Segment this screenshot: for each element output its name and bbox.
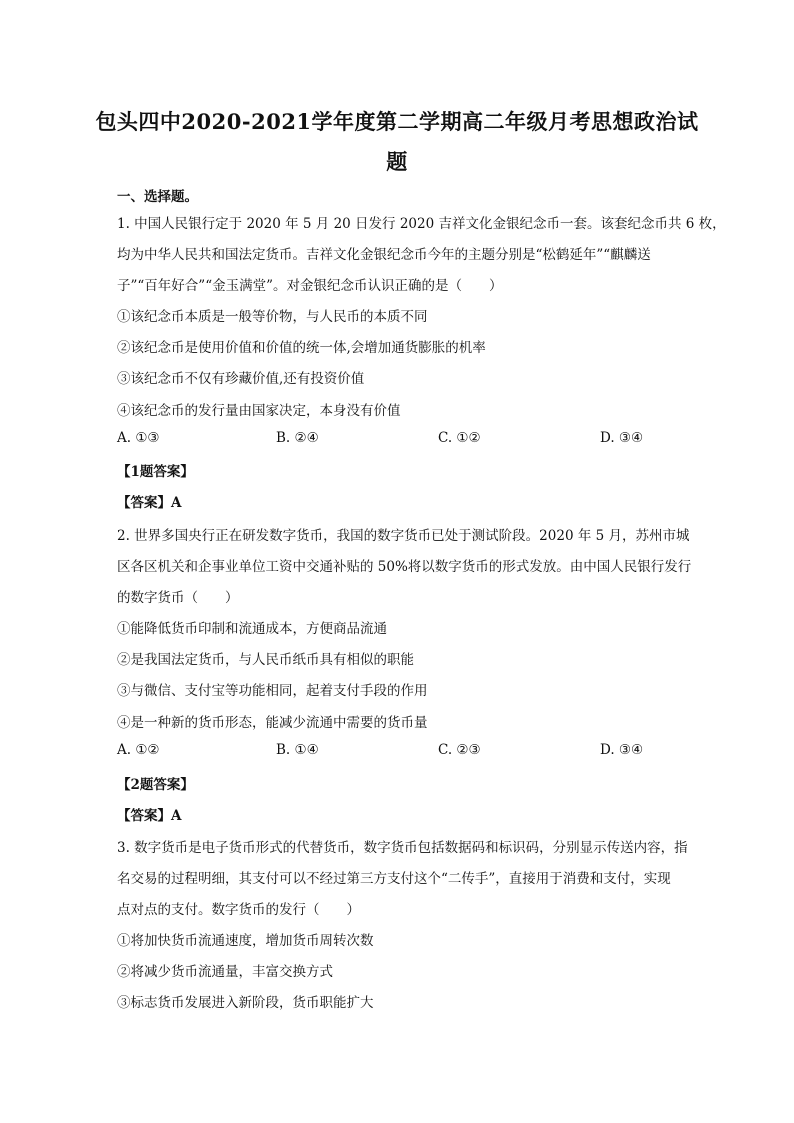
q1-stem-line-3: 子”“百年好合”“金玉满堂”。对金银纪念币认识正确的是（ ） [117, 278, 503, 294]
q2-item-2: ②是我国法定货币，与人民币纸币具有相似的职能 [117, 652, 414, 668]
q1-option-a: A. ①③ [117, 430, 160, 446]
q1-answer-header: 【1题答案】 [117, 464, 194, 480]
q1-item-4: ④该纪念币的发行量由国家决定，本身没有价值 [117, 403, 401, 419]
q2-option-c: C. ②③ [438, 742, 481, 758]
q2-item-3: ③与微信、支付宝等功能相同，起着支付手段的作用 [117, 683, 428, 699]
q1-option-c: C. ①② [438, 430, 481, 446]
q2-stem-line-3: 的数字货币（ ） [117, 590, 239, 606]
q3-item-3: ③标志货币发展进入新阶段，货币职能扩大 [117, 995, 374, 1011]
q2-option-b: B. ①④ [276, 742, 319, 758]
q1-stem-line-2: 均为中华人民共和国法定货币。吉祥文化金银纪念币今年的主题分别是“松鹤延年”“麒麟送 [117, 247, 651, 263]
q3-stem-line-3: 点对点的支付。数字货币的发行（ ） [117, 902, 360, 918]
q2-stem-line-1: 2. 世界多国央行正在研发数字货币，我国的数字货币已处于测试阶段。2020 年 5 月，苏州市城 [117, 528, 690, 544]
q1-option-b: B. ②④ [276, 430, 319, 446]
q3-item-2: ②将减少货币流通量，丰富交换方式 [117, 964, 333, 980]
q3-stem-line-1: 3. 数字货币是电子货币形式的代替货币，数字货币包括数据码和标识码，分别显示传送内容，指 [117, 840, 688, 856]
q3-item-1: ①将加快货币流通速度，增加货币周转次数 [117, 933, 374, 949]
section-heading: 一、选择题。 [117, 189, 198, 205]
q2-item-4: ④是一种新的货币形态，能减少流通中需要的货币量 [117, 715, 428, 731]
q2-option-a: A. ①② [117, 742, 160, 758]
q1-item-3: ③该纪念币不仅有珍藏价值,还有投资价值 [117, 371, 365, 387]
q2-answer: 【答案】A [117, 808, 182, 824]
q1-option-d: D. ③④ [600, 430, 644, 446]
q2-item-1: ①能降低货币印制和流通成本，方便商品流通 [117, 621, 387, 637]
q2-answer-header: 【2题答案】 [117, 777, 194, 793]
q2-option-d: D. ③④ [600, 742, 644, 758]
q1-answer: 【答案】A [117, 495, 182, 511]
q1-stem-line-1: 1. 中国人民银行定于 2020 年 5 月 20 日发行 2020 吉祥文化金银纪念币一套。该套纪念币共 6 枚， [117, 216, 726, 232]
q3-stem-line-2: 名交易的过程明细，其支付可以不经过第三方支付这个“二传手”，直接用于消费和支付，实现 [117, 871, 671, 887]
q2-stem-line-2: 区各区机关和企事业单位工资中交通补贴的 50%将以数字货币的形式发放。由中国人民银行发行 [117, 559, 692, 575]
exam-title-line-2: 题 [386, 149, 408, 174]
q1-item-1: ①该纪念币本质是一般等价物，与人民币的本质不同 [117, 309, 428, 325]
exam-title-line-1: 包头四中2020-2021学年度第二学期高二年级月考思想政治试 [95, 109, 699, 134]
q1-item-2: ②该纪念币是使用价值和价值的统一体,会增加通货膨胀的机率 [117, 340, 486, 356]
